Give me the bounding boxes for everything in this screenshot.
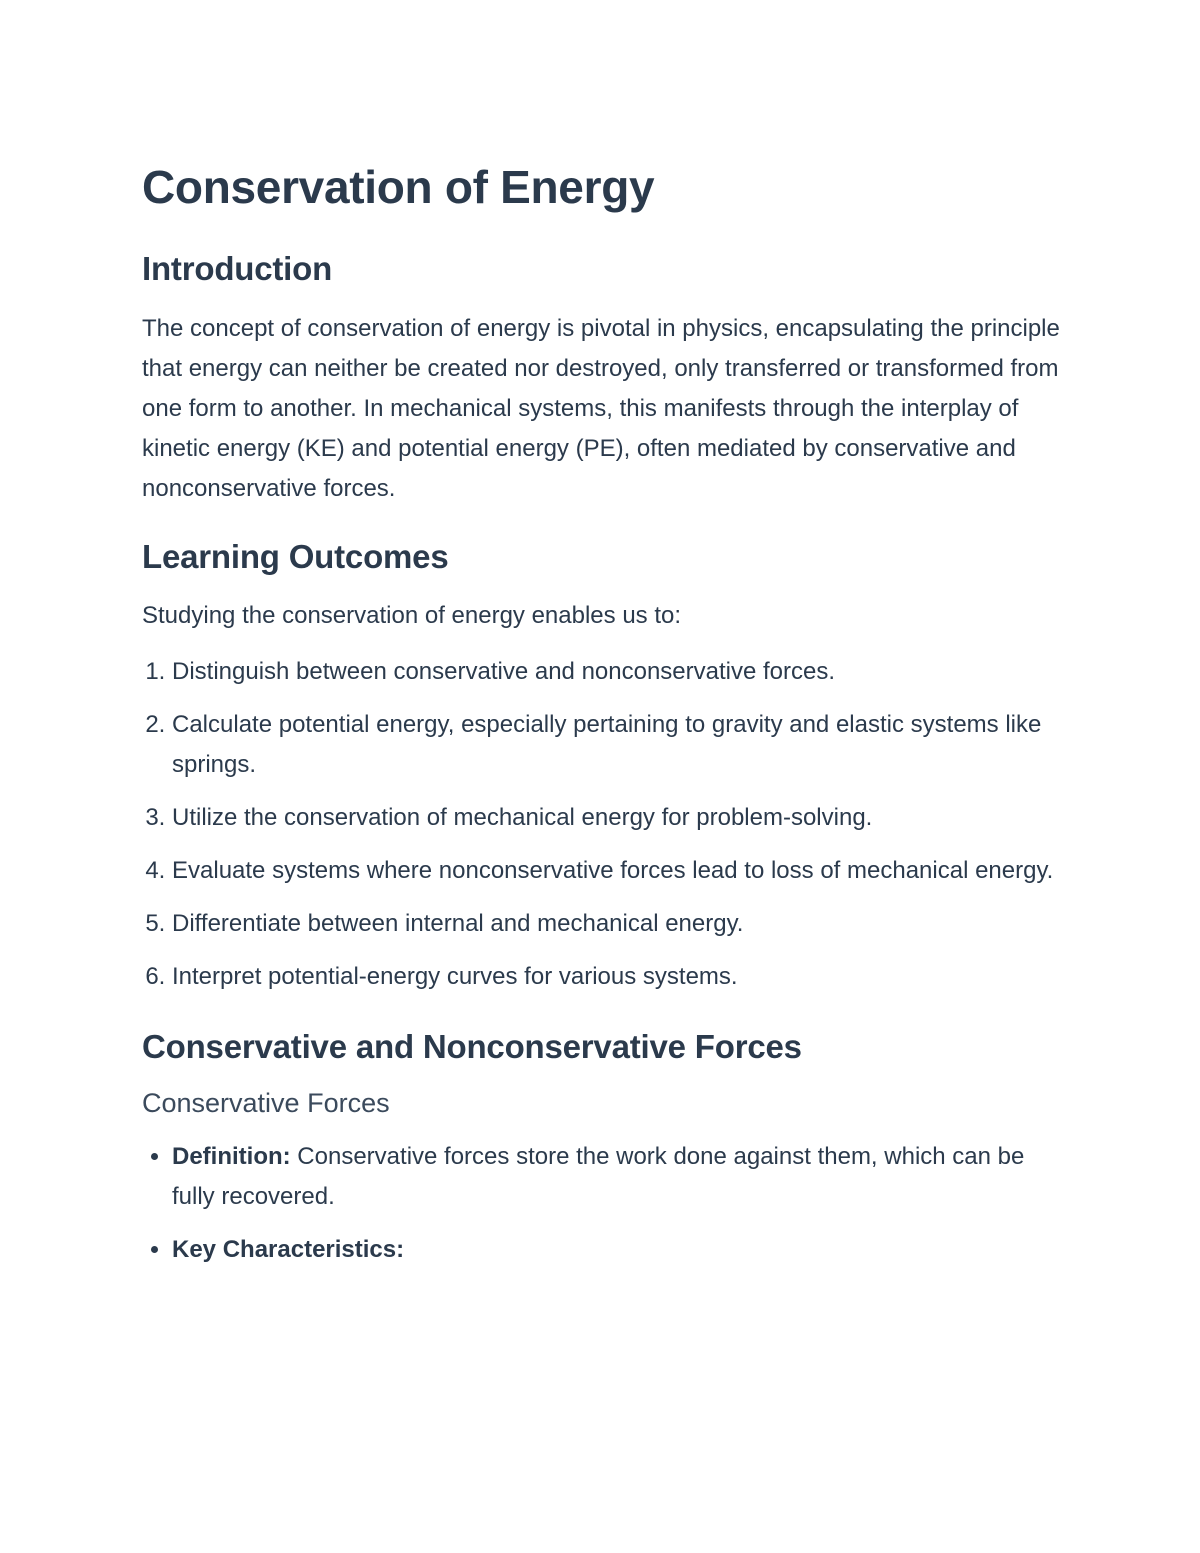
learning-outcomes-list <box>142 652 1072 997</box>
conservative-forces-heading: Conservative Forces <box>142 1087 390 1118</box>
list-item: 2. Calculate potential energy, especially pertaining to gravity and elastic systems like springs. <box>172 705 1072 785</box>
definition-label: Definition: <box>172 1143 291 1171</box>
list-item: 1. Distinguish between conservative and nonconservative forces. <box>172 652 1072 692</box>
list-item: 3. Utilize the conservation of mechanical energy for problem-solving. <box>172 798 1072 838</box>
list-item: 5. Differentiate between internal and mechanical energy. <box>172 904 1072 944</box>
list-item <box>172 1137 1072 1217</box>
introduction-heading: Introduction <box>142 250 333 288</box>
document-title: Conservation of Energy <box>142 161 655 213</box>
list-item: 4. Evaluate systems where nonconservative forces lead to loss of mechanical energy. <box>172 851 1072 891</box>
document-page <box>142 160 1072 1283</box>
definition-text: Conservative forces store the work done against them, which can be fully recovered. <box>172 1143 1025 1211</box>
learning-outcomes-heading: Learning Outcomes <box>142 537 449 575</box>
learning-outcomes-lead: Studying the conservation of energy enables us to: <box>142 602 682 630</box>
list-item <box>172 1230 1072 1270</box>
introduction-paragraph: The concept of conservation of energy is pivotal in physics, encapsulating the principle that energy can neither be created nor destroyed, only transferred or transformed from one form to another. In mechanical systems, this manifests through the interplay of kinetic energy (KE) and potential energy (PE), often mediated by conservative and nonconservative forces. <box>142 314 1060 502</box>
conservative-forces-list <box>142 1137 1072 1270</box>
list-item: 6. Interpret potential-energy curves for various systems. <box>172 957 1072 997</box>
characteristics-label: Key Characteristics: <box>172 1236 405 1264</box>
forces-heading: Conservative and Nonconservative Forces <box>142 1028 802 1066</box>
